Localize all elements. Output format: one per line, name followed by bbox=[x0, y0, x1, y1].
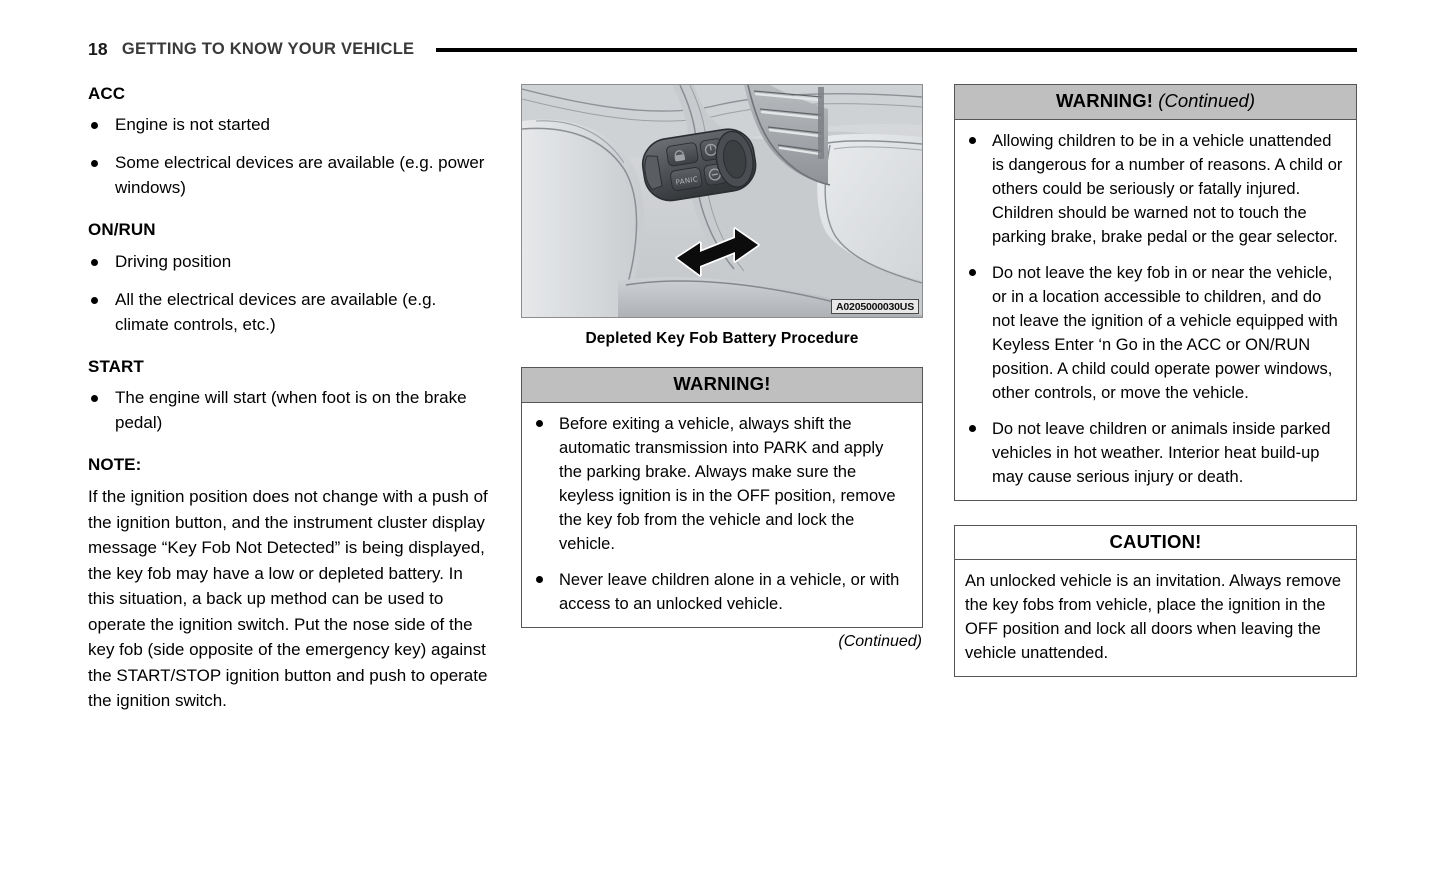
list-item: All the electrical devices are available (e.g. climate controls, etc.) bbox=[88, 288, 492, 338]
caution-text: An unlocked vehicle is an invitation. Always remove the key fobs from vehicle, place the ignition in the OFF position and lock all doors when leaving the vehicle unattended. bbox=[965, 572, 1342, 663]
warning-title: WARNING! bbox=[673, 373, 771, 394]
warning-continued-suffix: (Continued) bbox=[1153, 90, 1255, 111]
image-code-label: A0205000030US bbox=[831, 299, 919, 314]
start-bullet-list bbox=[88, 386, 492, 436]
acc-bullet-list bbox=[88, 113, 492, 201]
caution-box bbox=[954, 525, 1357, 678]
warning-continued-header bbox=[955, 85, 1356, 120]
caution-title: CAUTION! bbox=[1109, 530, 1202, 552]
note-body: If the ignition position does not change with a push of the ignition button, and the instrument cluster display message “Key Fob Not Detected” is being displayed, the key fob may have a low or depleted battery. In this situation, a back up method can be used to operate the ignition switch. Put the nose side of the key fob (side opposite of the emergency key) against the START/STOP ignition button and push to operate the ignition switch. bbox=[88, 487, 488, 711]
figure-caption: Depleted Key Fob Battery Procedure bbox=[585, 330, 859, 347]
on-run-bullet-list bbox=[88, 250, 492, 338]
caution-box-body bbox=[955, 560, 1356, 676]
warning-box-body bbox=[522, 403, 922, 627]
section-heading-start: START bbox=[88, 356, 144, 376]
warning-continued-bullet-list bbox=[965, 129, 1344, 489]
list-item: Engine is not started bbox=[88, 113, 492, 138]
svg-text:PANIC: PANIC bbox=[675, 175, 699, 187]
list-item: The engine will start (when foot is on the brake pedal) bbox=[88, 386, 492, 436]
chapter-title: GETTING TO KNOW YOUR VEHICLE bbox=[121, 39, 415, 58]
warning-box-header bbox=[522, 368, 922, 403]
list-item: Do not leave children or animals inside parked vehicles in hot weather. Interior heat build-up may cause serious injury or death. bbox=[965, 417, 1344, 489]
section-heading-acc: ACC bbox=[88, 84, 126, 103]
warning-bullet-list bbox=[532, 412, 910, 616]
list-item: Never leave children alone in a vehicle, or with access to an unlocked vehicle. bbox=[532, 568, 910, 616]
left-column bbox=[88, 84, 492, 714]
continued-label: (Continued) bbox=[838, 632, 922, 650]
caution-box-header bbox=[955, 526, 1356, 561]
page-number: 18 bbox=[88, 38, 108, 59]
list-item: Driving position bbox=[88, 250, 492, 275]
list-item: Some electrical devices are available (e.g. power windows) bbox=[88, 151, 492, 201]
list-item: Do not leave the key fob in or near the vehicle, or in a location accessible to children, and do not leave the ignition of a vehicle equipped with Keyless Enter ‘n Go in the ACC or ON/RUN position. A child could operate power windows, other controls, or move the vehicle. bbox=[965, 261, 1344, 405]
warning-continued-body bbox=[955, 120, 1356, 500]
right-column bbox=[954, 84, 1357, 677]
warning-continued-box bbox=[954, 84, 1357, 501]
page-header bbox=[88, 36, 1357, 62]
warning-continued-title: WARNING! bbox=[1056, 90, 1154, 111]
warning-box bbox=[521, 367, 923, 628]
figure-key-fob-procedure bbox=[521, 84, 923, 318]
note-heading: NOTE: bbox=[88, 455, 142, 475]
list-item: Before exiting a vehicle, always shift the automatic transmission into PARK and apply the parking brake. Always make sure the keyless ignition is in the OFF position, remove the key fob from the vehicle and lock the vehicle. bbox=[532, 412, 910, 556]
center-column bbox=[521, 84, 923, 651]
dashboard-illustration bbox=[522, 85, 922, 317]
section-heading-on-run: ON/RUN bbox=[88, 220, 156, 240]
header-rule bbox=[436, 48, 1357, 52]
list-item: Allowing children to be in a vehicle unattended is dangerous for a number of reasons. A child or others could be seriously or fatally injured. Children should be warned not to touch the parking brake, brake pedal or the gear selector. bbox=[965, 129, 1344, 249]
